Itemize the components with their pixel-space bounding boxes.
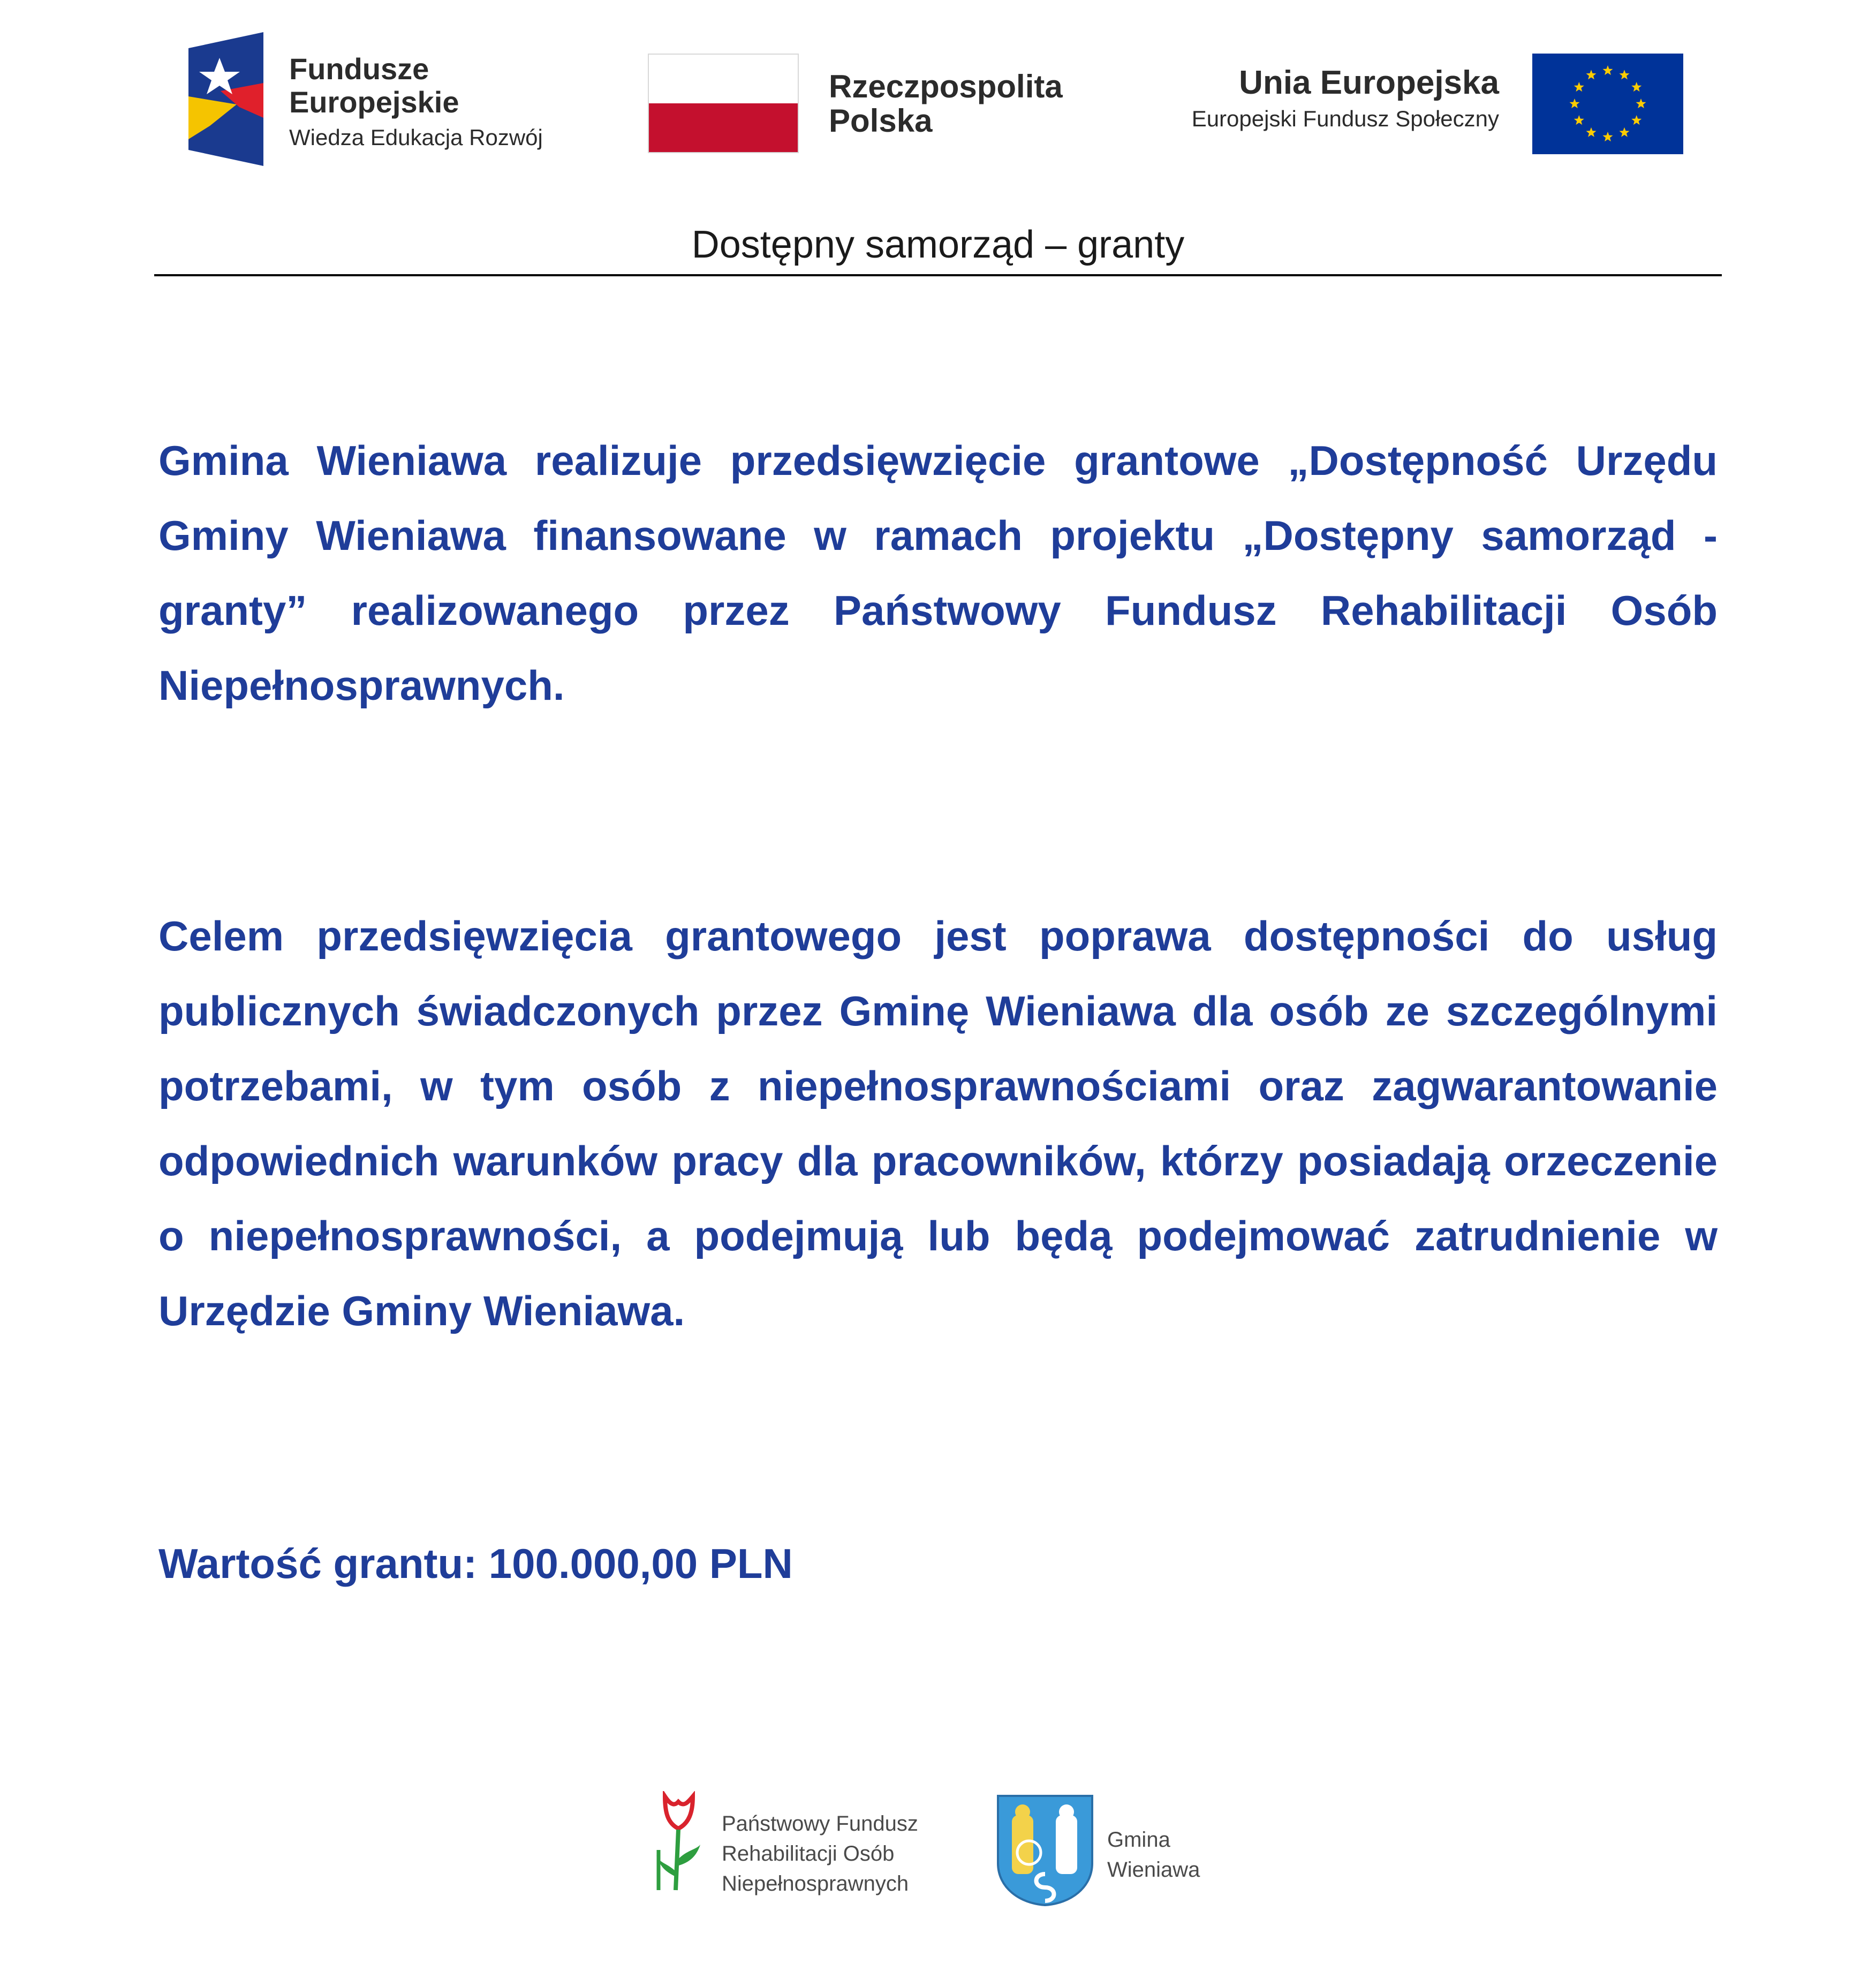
gmina-wieniawa-text	[1107, 1825, 1200, 1885]
fundusze-europejskie-logo-text	[289, 52, 543, 153]
rp-line1: Rzeczpospolita	[829, 69, 1063, 104]
rp-line2: Polska	[829, 103, 933, 139]
ue-title: Unia Europejska	[1239, 64, 1499, 101]
polish-flag-icon	[648, 54, 799, 153]
eu-flag-icon	[1532, 54, 1683, 154]
pfron-line1: Państwowy Fundusz	[722, 1812, 918, 1836]
fundusze-europejskie-logo-icon	[188, 32, 263, 166]
unia-europejska-text	[1124, 64, 1499, 134]
gmina-line2: Wieniawa	[1107, 1858, 1200, 1882]
document-header: Dostępny samorząd – granty	[154, 221, 1722, 276]
gmina-line1: Gmina	[1107, 1828, 1170, 1852]
pfron-line2: Rehabilitacji Osób	[722, 1842, 895, 1865]
gmina-wieniawa-coat-of-arms-icon	[996, 1794, 1094, 1907]
grant-value: Wartość grantu: 100.000,00 PLN	[158, 1540, 793, 1587]
rzeczpospolita-polska-text	[829, 70, 1063, 138]
fundusze-title-line2: Europejskie	[289, 85, 459, 119]
pfron-tulip-icon	[654, 1791, 702, 1893]
ue-subtitle: Europejski Fundusz Społeczny	[1191, 106, 1499, 131]
paragraph-project-info: Gmina Wieniawa realizuje przedsięwzięcie grantowe „Dostępność Urzędu Gminy Wieniawa finansowane w ramach projektu „Dostępny samorząd - granty” realizowanego przez Państwowy Fundusz Rehabilitacji Osób Niepełnosprawnych.	[158, 437, 1718, 709]
pfron-text	[722, 1809, 918, 1899]
paragraph-project-goal: Celem przedsięwzięcia grantowego jest poprawa dostępności do usług publicznych świadczonych przez Gminę Wieniawa dla osób ze szczególnymi potrzebami, w tym osób z niepełnosprawnościami oraz zagwarantowanie odpowiednich warunków pracy dla pracowników, którzy posiadają orzeczenie o niepełnosprawności, a podejmują lub będą podejmować zatrudnienie w Urzędzie Gminy Wieniawa.	[158, 912, 1718, 1334]
fundusze-title-line1: Fundusze	[289, 52, 429, 86]
fundusze-subtitle: Wiedza Edukacja Rozwój	[289, 125, 543, 150]
pfron-line3: Niepełnosprawnych	[722, 1872, 909, 1895]
